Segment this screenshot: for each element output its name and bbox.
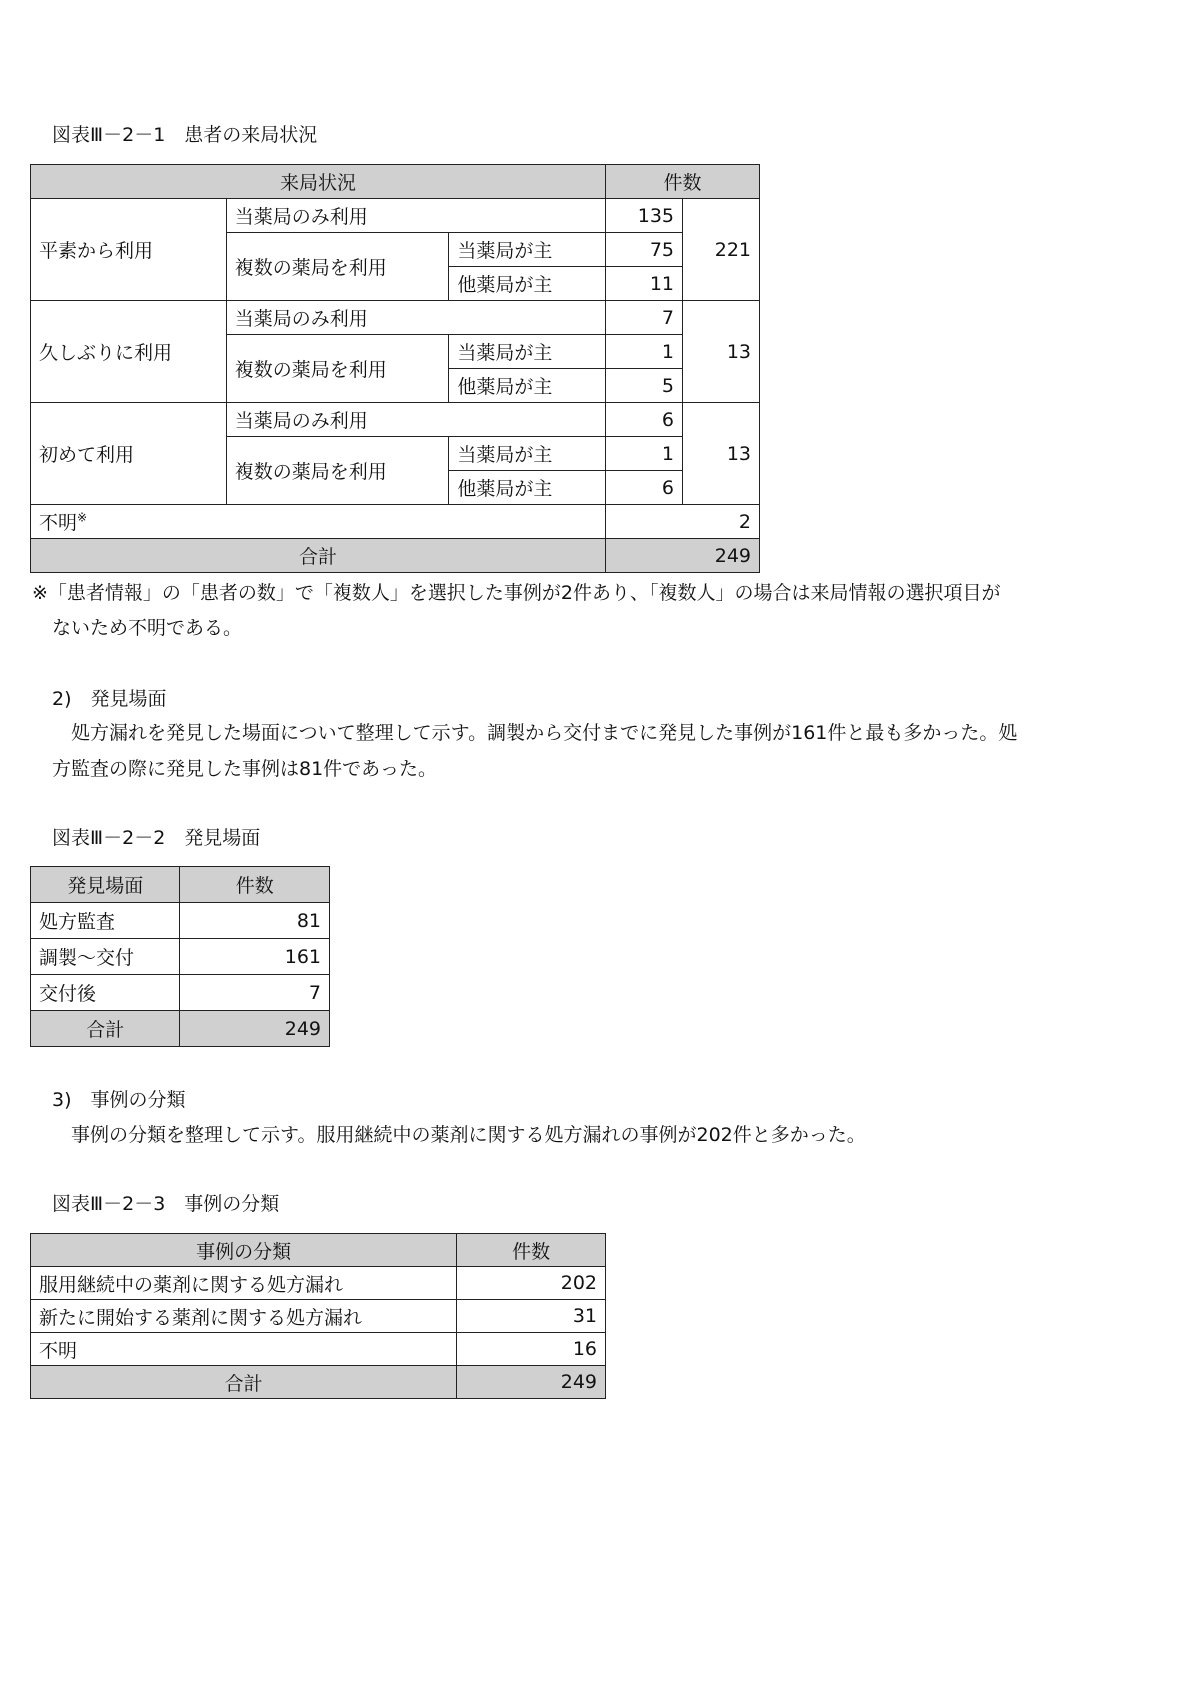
header-count: 件数 xyxy=(457,1234,606,1267)
footnote-line-2: ないため不明である。 xyxy=(52,617,243,639)
section3-heading: 3) 事例の分類 xyxy=(52,1089,186,1111)
main-self-label: 当薬局が主 xyxy=(449,437,606,471)
main-other-label: 他薬局が主 xyxy=(449,471,606,505)
main-self-label: 当薬局が主 xyxy=(449,233,606,267)
main-other-count: 6 xyxy=(606,471,683,505)
table-row xyxy=(31,1300,606,1333)
main-other-count: 11 xyxy=(606,267,683,301)
only-label: 当薬局のみ利用 xyxy=(226,199,605,233)
case-classification-table xyxy=(30,1233,606,1399)
header-count: 件数 xyxy=(180,867,330,903)
section3-para-1: 事例の分類を整理して示す。服用継続中の薬剤に関する処方漏れの事例が202件と多かった。 xyxy=(52,1124,866,1146)
scene-label: 処方監査 xyxy=(31,903,180,939)
header-count: 件数 xyxy=(606,165,760,199)
unknown-count: 2 xyxy=(606,505,760,539)
total-count: 249 xyxy=(606,539,760,573)
subtotal: 221 xyxy=(683,199,760,301)
table-row xyxy=(31,903,330,939)
multi-label: 複数の薬局を利用 xyxy=(226,335,449,403)
multi-label: 複数の薬局を利用 xyxy=(226,233,449,301)
table1-caption: 図表Ⅲ－2－1 患者の来局状況 xyxy=(52,124,318,146)
classification-count: 202 xyxy=(457,1267,606,1300)
table-row xyxy=(31,1333,606,1366)
group-label: 久しぶりに利用 xyxy=(31,301,227,403)
table-row xyxy=(31,1267,606,1300)
table-row xyxy=(31,975,330,1011)
main-self-label: 当薬局が主 xyxy=(449,335,606,369)
main-other-label: 他薬局が主 xyxy=(449,369,606,403)
group-label: 初めて利用 xyxy=(31,403,227,505)
only-count: 7 xyxy=(606,301,683,335)
unknown-label: 不明 xyxy=(39,512,78,534)
main-other-label: 他薬局が主 xyxy=(449,267,606,301)
only-label: 当薬局のみ利用 xyxy=(226,301,605,335)
scene-label: 交付後 xyxy=(31,975,180,1011)
section2-para-2: 方監査の際に発見した事例は81件であった。 xyxy=(52,758,437,780)
total-count: 249 xyxy=(180,1011,330,1047)
scene-count: 161 xyxy=(180,939,330,975)
subtotal: 13 xyxy=(683,301,760,403)
visit-status-table xyxy=(30,164,760,573)
main-self-count: 75 xyxy=(606,233,683,267)
total-count: 249 xyxy=(457,1366,606,1399)
only-count: 135 xyxy=(606,199,683,233)
section2-heading: 2) 発見場面 xyxy=(52,688,167,710)
scene-label: 調製～交付 xyxy=(31,939,180,975)
header-classification: 事例の分類 xyxy=(31,1234,457,1267)
classification-label: 新たに開始する薬剤に関する処方漏れ xyxy=(31,1300,457,1333)
table3-caption: 図表Ⅲ－2－3 事例の分類 xyxy=(52,1193,280,1215)
header-visit-status: 来局状況 xyxy=(31,165,606,199)
subtotal: 13 xyxy=(683,403,760,505)
section2-para-1: 処方漏れを発見した場面について整理して示す。調製から交付までに発見した事例が161件と最も多かった。処 xyxy=(52,722,1018,744)
header-scene: 発見場面 xyxy=(31,867,180,903)
scene-count: 81 xyxy=(180,903,330,939)
classification-label: 不明 xyxy=(31,1333,457,1366)
classification-count: 31 xyxy=(457,1300,606,1333)
table-row xyxy=(31,939,330,975)
main-other-count: 5 xyxy=(606,369,683,403)
classification-label: 服用継続中の薬剤に関する処方漏れ xyxy=(31,1267,457,1300)
only-count: 6 xyxy=(606,403,683,437)
classification-count: 16 xyxy=(457,1333,606,1366)
total-label: 合計 xyxy=(31,1366,457,1399)
unknown-row-label xyxy=(31,505,606,539)
table2-caption: 図表Ⅲ－2－2 発見場面 xyxy=(52,827,261,849)
footnote-line-1: ※「患者情報」の「患者の数」で「複数人」を選択した事例が2件あり、「複数人」の場合は来局情報の選択項目が xyxy=(32,582,1001,604)
scene-count: 7 xyxy=(180,975,330,1011)
multi-label: 複数の薬局を利用 xyxy=(226,437,449,505)
group-label: 平素から利用 xyxy=(31,199,227,301)
main-self-count: 1 xyxy=(606,335,683,369)
main-self-count: 1 xyxy=(606,437,683,471)
total-label: 合計 xyxy=(31,1011,180,1047)
footnote-mark: ※ xyxy=(77,510,88,525)
only-label: 当薬局のみ利用 xyxy=(226,403,605,437)
discovery-scene-table xyxy=(30,866,330,1047)
total-label: 合計 xyxy=(31,539,606,573)
